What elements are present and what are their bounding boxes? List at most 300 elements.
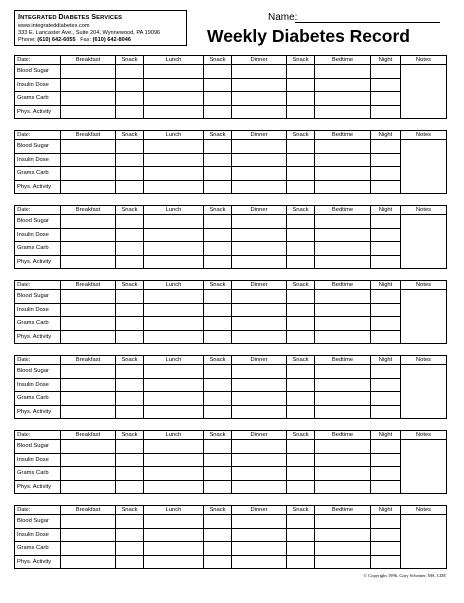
name-input-line[interactable]	[295, 22, 440, 23]
entry-cell[interactable]	[232, 440, 287, 454]
row-label: Grams Carb	[15, 317, 61, 331]
entry-cell[interactable]	[116, 153, 144, 167]
date-label[interactable]: Date:	[15, 131, 61, 140]
entry-cell[interactable]	[371, 528, 401, 542]
entry-cell[interactable]	[287, 317, 315, 331]
entry-cell[interactable]	[371, 255, 401, 269]
entry-cell[interactable]	[204, 140, 232, 154]
date-label[interactable]: Date:	[15, 206, 61, 215]
entry-cell[interactable]	[371, 92, 401, 106]
entry-cell[interactable]	[315, 528, 371, 542]
entry-cell[interactable]	[116, 140, 144, 154]
entry-cell[interactable]	[144, 542, 204, 556]
entry-cell[interactable]	[144, 480, 204, 494]
entry-cell[interactable]	[287, 180, 315, 194]
entry-cell[interactable]	[116, 180, 144, 194]
entry-cell[interactable]	[61, 78, 116, 92]
entry-cell[interactable]	[144, 405, 204, 419]
entry-cell[interactable]	[371, 440, 401, 454]
entry-cell[interactable]	[116, 378, 144, 392]
entry-cell[interactable]	[144, 153, 204, 167]
entry-cell[interactable]	[232, 92, 287, 106]
entry-cell[interactable]	[371, 78, 401, 92]
entry-cell[interactable]	[371, 542, 401, 556]
entry-cell[interactable]	[204, 330, 232, 344]
entry-cell[interactable]	[371, 467, 401, 481]
entry-cell[interactable]	[287, 480, 315, 494]
week-header-row	[15, 206, 447, 215]
entry-cell[interactable]	[371, 392, 401, 406]
entry-cell[interactable]	[144, 167, 204, 181]
entry-cell[interactable]	[144, 228, 204, 242]
table-row	[15, 405, 447, 419]
entry-cell[interactable]	[144, 453, 204, 467]
column-header: Notes	[401, 281, 447, 290]
column-header: Breakfast	[61, 56, 116, 65]
entry-cell[interactable]	[116, 78, 144, 92]
date-label[interactable]: Date:	[15, 281, 61, 290]
notes-cell[interactable]	[401, 140, 447, 194]
entry-cell[interactable]	[232, 405, 287, 419]
column-header: Snack	[204, 431, 232, 440]
entry-cell[interactable]	[144, 215, 204, 229]
entry-cell[interactable]	[144, 515, 204, 529]
entry-cell[interactable]	[315, 317, 371, 331]
row-label: Insulin Dose	[15, 153, 61, 167]
entry-cell[interactable]	[144, 65, 204, 79]
entry-cell[interactable]	[371, 405, 401, 419]
row-label: Blood Sugar	[15, 140, 61, 154]
notes-cell[interactable]	[401, 65, 447, 119]
entry-cell[interactable]	[287, 528, 315, 542]
entry-cell[interactable]	[232, 378, 287, 392]
entry-cell[interactable]	[116, 228, 144, 242]
entry-cell[interactable]	[144, 290, 204, 304]
entry-cell[interactable]	[232, 167, 287, 181]
entry-cell[interactable]	[232, 542, 287, 556]
column-header: Snack	[116, 131, 144, 140]
entry-cell[interactable]	[144, 440, 204, 454]
table-row	[15, 453, 447, 467]
entry-cell[interactable]	[287, 440, 315, 454]
page-title: Weekly Diabetes Record	[207, 26, 410, 46]
entry-cell[interactable]	[144, 555, 204, 569]
entry-cell[interactable]	[371, 480, 401, 494]
entry-cell[interactable]	[232, 78, 287, 92]
entry-cell[interactable]	[287, 92, 315, 106]
entry-cell[interactable]	[61, 467, 116, 481]
entry-cell[interactable]	[315, 167, 371, 181]
entry-cell[interactable]	[371, 180, 401, 194]
entry-cell[interactable]	[144, 180, 204, 194]
entry-cell[interactable]	[61, 303, 116, 317]
row-label: Grams Carb	[15, 467, 61, 481]
entry-cell[interactable]	[61, 440, 116, 454]
entry-cell[interactable]	[204, 317, 232, 331]
entry-cell[interactable]	[61, 480, 116, 494]
entry-cell[interactable]	[61, 453, 116, 467]
entry-cell[interactable]	[287, 167, 315, 181]
entry-cell[interactable]	[61, 140, 116, 154]
entry-cell[interactable]	[315, 330, 371, 344]
entry-cell[interactable]	[116, 405, 144, 419]
table-row	[15, 290, 447, 304]
entry-cell[interactable]	[144, 467, 204, 481]
row-label: Insulin Dose	[15, 78, 61, 92]
entry-cell[interactable]	[204, 242, 232, 256]
entry-cell[interactable]	[61, 515, 116, 529]
row-label: Phys. Activity	[15, 405, 61, 419]
row-label: Grams Carb	[15, 92, 61, 106]
entry-cell[interactable]	[315, 228, 371, 242]
entry-cell[interactable]	[61, 555, 116, 569]
entry-cell[interactable]	[371, 153, 401, 167]
entry-cell[interactable]	[315, 378, 371, 392]
entry-cell[interactable]	[204, 290, 232, 304]
entry-cell[interactable]	[232, 467, 287, 481]
entry-cell[interactable]	[287, 290, 315, 304]
entry-cell[interactable]	[61, 153, 116, 167]
row-label: Phys. Activity	[15, 555, 61, 569]
entry-cell[interactable]	[61, 255, 116, 269]
column-header: Snack	[287, 206, 315, 215]
column-header: Dinner	[232, 56, 287, 65]
entry-cell[interactable]	[144, 140, 204, 154]
entry-cell[interactable]	[204, 467, 232, 481]
entry-cell[interactable]	[116, 303, 144, 317]
entry-cell[interactable]	[204, 303, 232, 317]
entry-cell[interactable]	[315, 453, 371, 467]
entry-cell[interactable]	[144, 528, 204, 542]
row-label: Phys. Activity	[15, 480, 61, 494]
entry-cell[interactable]	[315, 542, 371, 556]
table-row	[15, 78, 447, 92]
entry-cell[interactable]	[144, 378, 204, 392]
entry-cell[interactable]	[232, 215, 287, 229]
column-header: Breakfast	[61, 431, 116, 440]
date-label[interactable]: Date:	[15, 56, 61, 65]
entry-cell[interactable]	[144, 242, 204, 256]
column-header: Snack	[287, 431, 315, 440]
entry-cell[interactable]	[232, 228, 287, 242]
entry-cell[interactable]	[315, 365, 371, 379]
entry-cell[interactable]	[371, 242, 401, 256]
entry-cell[interactable]	[232, 242, 287, 256]
entry-cell[interactable]	[61, 92, 116, 106]
entry-cell[interactable]	[371, 228, 401, 242]
entry-cell[interactable]	[204, 515, 232, 529]
entry-cell[interactable]	[232, 180, 287, 194]
week-table	[14, 280, 447, 344]
organization-website: www.integrateddiabetes.com	[18, 23, 90, 29]
entry-cell[interactable]	[61, 392, 116, 406]
entry-cell[interactable]	[204, 392, 232, 406]
notes-cell[interactable]	[401, 440, 447, 494]
entry-cell[interactable]	[204, 405, 232, 419]
entry-cell[interactable]	[371, 303, 401, 317]
table-row	[15, 215, 447, 229]
entry-cell[interactable]	[204, 92, 232, 106]
column-header: Notes	[401, 206, 447, 215]
entry-cell[interactable]	[315, 480, 371, 494]
column-header: Bedtime	[315, 431, 371, 440]
entry-cell[interactable]	[232, 515, 287, 529]
entry-cell[interactable]	[287, 65, 315, 79]
entry-cell[interactable]	[204, 555, 232, 569]
entry-cell[interactable]	[144, 78, 204, 92]
entry-cell[interactable]	[232, 105, 287, 119]
column-header: Dinner	[232, 281, 287, 290]
entry-cell[interactable]	[61, 215, 116, 229]
entry-cell[interactable]	[61, 330, 116, 344]
entry-cell[interactable]	[287, 330, 315, 344]
entry-cell[interactable]	[315, 140, 371, 154]
week-table	[14, 430, 447, 494]
entry-cell[interactable]	[61, 365, 116, 379]
row-label: Blood Sugar	[15, 215, 61, 229]
entry-cell[interactable]	[232, 330, 287, 344]
entry-cell[interactable]	[232, 140, 287, 154]
entry-cell[interactable]	[144, 317, 204, 331]
entry-cell[interactable]	[116, 242, 144, 256]
entry-cell[interactable]	[144, 330, 204, 344]
entry-cell[interactable]	[116, 440, 144, 454]
entry-cell[interactable]	[371, 290, 401, 304]
entry-cell[interactable]	[204, 228, 232, 242]
entry-cell[interactable]	[116, 105, 144, 119]
column-header: Dinner	[232, 131, 287, 140]
entry-cell[interactable]	[232, 303, 287, 317]
entry-cell[interactable]	[232, 255, 287, 269]
date-label[interactable]: Date:	[15, 506, 61, 515]
entry-cell[interactable]	[371, 453, 401, 467]
column-header: Notes	[401, 56, 447, 65]
entry-cell[interactable]	[204, 255, 232, 269]
entry-cell[interactable]	[287, 105, 315, 119]
date-label[interactable]: Date:	[15, 356, 61, 365]
notes-cell[interactable]	[401, 290, 447, 344]
entry-cell[interactable]	[287, 542, 315, 556]
entry-cell[interactable]	[287, 78, 315, 92]
entry-cell[interactable]	[232, 290, 287, 304]
column-header: Night	[371, 356, 401, 365]
entry-cell[interactable]	[371, 167, 401, 181]
entry-cell[interactable]	[61, 65, 116, 79]
entry-cell[interactable]	[116, 92, 144, 106]
entry-cell[interactable]	[232, 317, 287, 331]
entry-cell[interactable]	[116, 215, 144, 229]
week-header-row	[15, 431, 447, 440]
entry-cell[interactable]	[61, 167, 116, 181]
column-header: Bedtime	[315, 206, 371, 215]
entry-cell[interactable]	[371, 378, 401, 392]
entry-cell[interactable]	[144, 365, 204, 379]
entry-cell[interactable]	[116, 480, 144, 494]
entry-cell[interactable]	[315, 515, 371, 529]
row-label: Grams Carb	[15, 392, 61, 406]
entry-cell[interactable]	[116, 528, 144, 542]
column-header: Snack	[287, 56, 315, 65]
column-header: Night	[371, 206, 401, 215]
entry-cell[interactable]	[315, 392, 371, 406]
entry-cell[interactable]	[204, 78, 232, 92]
table-row	[15, 180, 447, 194]
entry-cell[interactable]	[116, 392, 144, 406]
entry-cell[interactable]	[371, 140, 401, 154]
notes-cell[interactable]	[401, 515, 447, 569]
entry-cell[interactable]	[204, 65, 232, 79]
entry-cell[interactable]	[232, 453, 287, 467]
column-header: Lunch	[144, 206, 204, 215]
entry-cell[interactable]	[287, 303, 315, 317]
entry-cell[interactable]	[204, 167, 232, 181]
entry-cell[interactable]	[204, 105, 232, 119]
name-label: Name:	[268, 12, 298, 23]
entry-cell[interactable]	[204, 542, 232, 556]
entry-cell[interactable]	[287, 365, 315, 379]
entry-cell[interactable]	[204, 378, 232, 392]
column-header: Snack	[116, 281, 144, 290]
entry-cell[interactable]	[232, 365, 287, 379]
entry-cell[interactable]	[287, 405, 315, 419]
entry-cell[interactable]	[144, 105, 204, 119]
entry-cell[interactable]	[61, 528, 116, 542]
entry-cell[interactable]	[204, 215, 232, 229]
date-label[interactable]: Date:	[15, 431, 61, 440]
entry-cell[interactable]	[315, 242, 371, 256]
entry-cell[interactable]	[315, 105, 371, 119]
table-row	[15, 140, 447, 154]
entry-cell[interactable]	[287, 378, 315, 392]
entry-cell[interactable]	[315, 555, 371, 569]
entry-cell[interactable]	[144, 392, 204, 406]
column-header: Notes	[401, 506, 447, 515]
entry-cell[interactable]	[315, 65, 371, 79]
name-field[interactable]	[268, 12, 440, 24]
column-header: Snack	[287, 506, 315, 515]
entry-cell[interactable]	[116, 330, 144, 344]
entry-cell[interactable]	[371, 330, 401, 344]
entry-cell[interactable]	[315, 255, 371, 269]
entry-cell[interactable]	[61, 378, 116, 392]
entry-cell[interactable]	[287, 215, 315, 229]
notes-cell[interactable]	[401, 365, 447, 419]
entry-cell[interactable]	[204, 365, 232, 379]
entry-cell[interactable]	[116, 317, 144, 331]
entry-cell[interactable]	[315, 92, 371, 106]
entry-cell[interactable]	[116, 515, 144, 529]
entry-cell[interactable]	[232, 555, 287, 569]
table-row	[15, 542, 447, 556]
entry-cell[interactable]	[61, 542, 116, 556]
column-header: Night	[371, 431, 401, 440]
entry-cell[interactable]	[204, 440, 232, 454]
entry-cell[interactable]	[371, 365, 401, 379]
entry-cell[interactable]	[315, 290, 371, 304]
entry-cell[interactable]	[61, 105, 116, 119]
entry-cell[interactable]	[287, 228, 315, 242]
entry-cell[interactable]	[315, 153, 371, 167]
entry-cell[interactable]	[116, 467, 144, 481]
entry-cell[interactable]	[116, 65, 144, 79]
row-label: Insulin Dose	[15, 303, 61, 317]
entry-cell[interactable]	[204, 180, 232, 194]
entry-cell[interactable]	[61, 317, 116, 331]
entry-cell[interactable]	[61, 228, 116, 242]
entry-cell[interactable]	[61, 405, 116, 419]
entry-cell[interactable]	[371, 515, 401, 529]
entry-cell[interactable]	[204, 480, 232, 494]
entry-cell[interactable]	[315, 180, 371, 194]
entry-cell[interactable]	[61, 180, 116, 194]
entry-cell[interactable]	[315, 405, 371, 419]
entry-cell[interactable]	[144, 92, 204, 106]
entry-cell[interactable]	[371, 317, 401, 331]
entry-cell[interactable]	[116, 542, 144, 556]
entry-cell[interactable]	[315, 215, 371, 229]
entry-cell[interactable]	[287, 515, 315, 529]
entry-cell[interactable]	[287, 255, 315, 269]
entry-cell[interactable]	[61, 290, 116, 304]
table-row	[15, 515, 447, 529]
entry-cell[interactable]	[315, 440, 371, 454]
entry-cell[interactable]	[204, 153, 232, 167]
entry-cell[interactable]	[315, 467, 371, 481]
entry-cell[interactable]	[232, 392, 287, 406]
organization-name: INTEGRATED DIABETES SERVICES	[18, 12, 123, 21]
entry-cell[interactable]	[232, 480, 287, 494]
column-header: Snack	[116, 506, 144, 515]
entry-cell[interactable]	[204, 528, 232, 542]
column-header: Snack	[116, 431, 144, 440]
entry-cell[interactable]	[116, 255, 144, 269]
entry-cell[interactable]	[116, 453, 144, 467]
entry-cell[interactable]	[287, 242, 315, 256]
entry-cell[interactable]	[232, 65, 287, 79]
entry-cell[interactable]	[61, 242, 116, 256]
entry-cell[interactable]	[232, 153, 287, 167]
column-header: Bedtime	[315, 356, 371, 365]
entry-cell[interactable]	[116, 555, 144, 569]
entry-cell[interactable]	[371, 65, 401, 79]
table-row	[15, 65, 447, 79]
entry-cell[interactable]	[371, 215, 401, 229]
entry-cell[interactable]	[144, 303, 204, 317]
entry-cell[interactable]	[287, 467, 315, 481]
notes-cell[interactable]	[401, 215, 447, 269]
entry-cell[interactable]	[315, 303, 371, 317]
column-header: Snack	[287, 131, 315, 140]
entry-cell[interactable]	[116, 167, 144, 181]
column-header: Lunch	[144, 131, 204, 140]
entry-cell[interactable]	[287, 153, 315, 167]
entry-cell[interactable]	[116, 365, 144, 379]
entry-cell[interactable]	[287, 140, 315, 154]
entry-cell[interactable]	[315, 78, 371, 92]
entry-cell[interactable]	[371, 555, 401, 569]
entry-cell[interactable]	[232, 528, 287, 542]
entry-cell[interactable]	[204, 453, 232, 467]
entry-cell[interactable]	[287, 555, 315, 569]
entry-cell[interactable]	[287, 453, 315, 467]
table-row	[15, 330, 447, 344]
entry-cell[interactable]	[287, 392, 315, 406]
entry-cell[interactable]	[144, 255, 204, 269]
column-header: Bedtime	[315, 281, 371, 290]
entry-cell[interactable]	[116, 290, 144, 304]
column-header: Snack	[204, 281, 232, 290]
entry-cell[interactable]	[371, 105, 401, 119]
